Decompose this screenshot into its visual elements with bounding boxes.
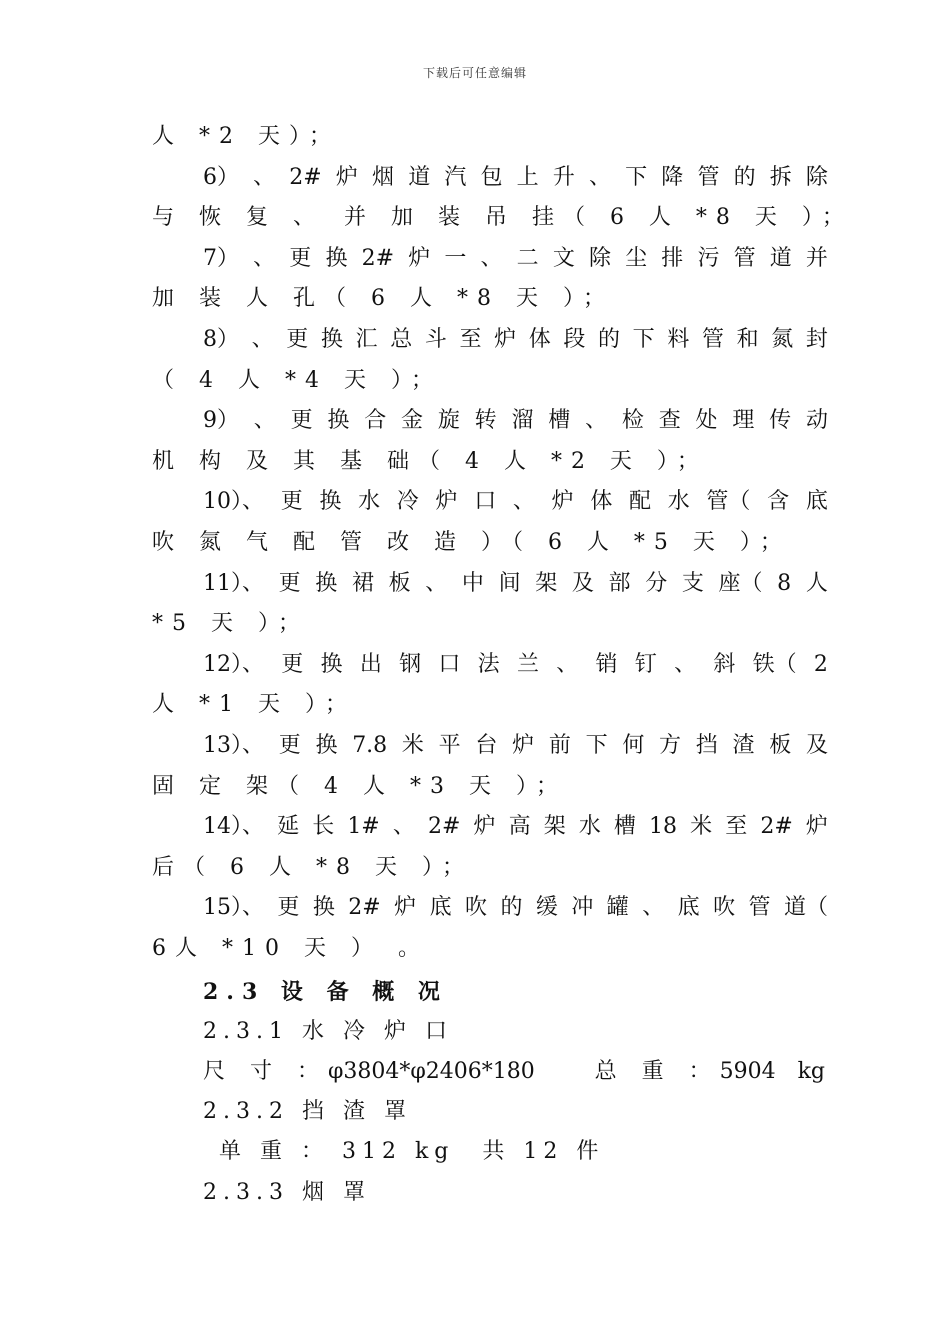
list-item-continuation: 机 构 及 其 基 础（ 4 人 *2 天 ）； xyxy=(152,449,708,474)
text-token: 架 xyxy=(543,814,566,839)
text-token: 更 xyxy=(289,246,312,271)
text-token: 管 xyxy=(748,895,771,920)
text-token: 至 xyxy=(725,814,748,839)
text-token: 、 xyxy=(674,652,697,677)
text-token: 二 xyxy=(516,246,539,271)
text-token: 合 xyxy=(364,408,387,433)
text-token: 换 xyxy=(327,408,350,433)
text-token: 更 xyxy=(278,733,301,758)
list-item-continuation: *5 天 ）； xyxy=(152,611,309,636)
text-token: 槽 xyxy=(548,408,571,433)
text-token: 段 xyxy=(563,327,586,352)
text-token: 13）、 xyxy=(203,733,264,758)
text-token: 平 xyxy=(438,733,461,758)
text-token: 污 xyxy=(697,246,720,271)
subsection-title-smoke-hood: 2.3.3 烟 罩 xyxy=(203,1180,371,1205)
text-token: 6） xyxy=(203,165,239,190)
text-token: 及 xyxy=(571,571,594,596)
text-token: 间 xyxy=(498,571,521,596)
text-token: 料 xyxy=(667,327,690,352)
text-token: 法 xyxy=(477,652,500,677)
text-token: 处 xyxy=(695,408,718,433)
text-token: 、 xyxy=(512,489,535,514)
size-value: φ3804*φ2406*180 xyxy=(328,1059,535,1084)
text-token: 斜 xyxy=(713,652,736,677)
text-token: 底 xyxy=(805,489,828,514)
slag-hood-detail: 单 重 ： 312 kg 共 12 件 xyxy=(219,1139,605,1164)
text-token: 底 xyxy=(677,895,700,920)
text-token: 、 xyxy=(585,408,608,433)
text-token: 12）、 xyxy=(203,652,264,677)
text-token: 管 xyxy=(733,246,756,271)
text-token: 出 xyxy=(359,652,382,677)
text-token: 延 xyxy=(277,814,300,839)
text-token: 8） xyxy=(203,327,239,352)
text-token: 板 xyxy=(769,733,792,758)
text-token: 和 xyxy=(736,327,759,352)
text-token: 2# xyxy=(427,814,461,839)
text-token: 人 xyxy=(805,571,828,596)
text-token: 炉 xyxy=(551,489,574,514)
list-item-first-line xyxy=(203,731,828,761)
weight-label: 总 重 ： xyxy=(594,1059,720,1084)
spec-row xyxy=(203,1057,825,1087)
text-token: 2 xyxy=(813,652,828,677)
text-token: 铁（ xyxy=(752,652,797,677)
subsection-title-slag-hood: 2.3.2 挡 渣 罩 xyxy=(203,1099,412,1124)
text-token: 中 xyxy=(461,571,484,596)
text-token: 管（ xyxy=(706,489,751,514)
text-token: 缓 xyxy=(535,895,558,920)
text-token: 更 xyxy=(278,571,301,596)
text-token: 9） xyxy=(203,408,239,433)
text-token: 口 xyxy=(438,652,461,677)
text-token: 2# xyxy=(760,814,793,839)
text-token: 下 xyxy=(625,165,648,190)
text-token: 2# xyxy=(348,895,381,920)
text-token: 并 xyxy=(805,246,828,271)
text-token: 金 xyxy=(401,408,424,433)
text-token: 下 xyxy=(632,327,655,352)
text-token: 查 xyxy=(658,408,681,433)
text-token: 除 xyxy=(805,165,828,190)
text-token: 的 xyxy=(733,165,756,190)
weight-value: 5904 kg xyxy=(719,1059,825,1084)
text-token: 含 xyxy=(767,489,790,514)
text-token: 下 xyxy=(585,733,608,758)
text-token: 升 xyxy=(552,165,575,190)
text-token: 台 xyxy=(475,733,498,758)
list-item-continuation: 加 装 人 孔（ 6 人 *8 天 ）； xyxy=(152,286,614,311)
text-token: 14）、 xyxy=(203,814,264,839)
section-heading: 2.3 设 备 概 况 xyxy=(203,979,448,1005)
text-token: 7.8 xyxy=(352,733,388,758)
text-token: 架 xyxy=(535,571,558,596)
text-token: 的 xyxy=(500,895,523,920)
text-token: 总 xyxy=(390,327,413,352)
text-token: 降 xyxy=(661,165,684,190)
text-token: 炉 xyxy=(394,895,417,920)
text-token: 及 xyxy=(805,733,828,758)
text-token: 、 xyxy=(253,408,276,433)
subsection-title-water-cooled-mouth: 2.3.1 水 冷 炉 口 xyxy=(203,1019,453,1044)
text-token: 道 xyxy=(769,246,792,271)
text-token: 冲 xyxy=(571,895,594,920)
text-token: 一 xyxy=(444,246,467,271)
text-token: 高 xyxy=(508,814,531,839)
text-token: 旋 xyxy=(437,408,460,433)
text-token: 18 xyxy=(649,814,678,839)
page-header: 下载后可任意编辑 xyxy=(422,66,527,80)
text-token: 、 xyxy=(480,246,503,271)
text-token: 汽 xyxy=(444,165,467,190)
text-token: 换 xyxy=(320,652,343,677)
text-token: 更 xyxy=(277,895,300,920)
text-token: 斗 xyxy=(424,327,447,352)
text-token: 15）、 xyxy=(203,895,264,920)
text-token: 换 xyxy=(320,327,343,352)
text-token: 、 xyxy=(392,814,415,839)
text-token: 氮 xyxy=(771,327,794,352)
text-token: 传 xyxy=(769,408,792,433)
text-token: 板 xyxy=(388,571,411,596)
text-token: 、 xyxy=(425,571,448,596)
text-token: 水 xyxy=(358,489,381,514)
text-token: 炉 xyxy=(805,814,828,839)
list-item-first-line xyxy=(203,812,828,842)
text-token: 包 xyxy=(480,165,503,190)
text-token: 炉 xyxy=(408,246,431,271)
text-token: 冷 xyxy=(396,489,419,514)
text-token: 烟 xyxy=(372,165,395,190)
list-item-first-line xyxy=(203,487,828,517)
text-token: 炉 xyxy=(335,165,358,190)
list-item-first-line xyxy=(203,244,828,274)
text-token: 管 xyxy=(697,165,720,190)
list-item-first-line xyxy=(203,406,828,436)
text-token: 兰 xyxy=(516,652,539,677)
text-token: 除 xyxy=(588,246,611,271)
text-token: 动 xyxy=(805,408,828,433)
text-token: 管 xyxy=(701,327,724,352)
text-token: 换 xyxy=(319,489,342,514)
text-token: 更 xyxy=(281,652,304,677)
text-token: 米 xyxy=(690,814,713,839)
text-token: 水 xyxy=(667,489,690,514)
text-token: 炉 xyxy=(494,327,517,352)
text-token: 米 xyxy=(401,733,424,758)
text-token: 部 xyxy=(608,571,631,596)
list-item-first-line xyxy=(203,893,828,923)
text-token: 1# xyxy=(347,814,380,839)
text-token: 口 xyxy=(474,489,497,514)
list-item-continuation: 吹 氮 气 配 管 改 造 ）（ 6 人 *5 天 ）； xyxy=(152,530,791,555)
list-item-continuation: 人 *2 天）； xyxy=(152,124,340,149)
text-token: 支 xyxy=(681,571,704,596)
text-token: 底 xyxy=(429,895,452,920)
text-token: 换 xyxy=(312,895,335,920)
list-item-continuation: 后（ 6 人 *8 天 ）； xyxy=(152,855,473,880)
text-token: 8 xyxy=(777,571,792,596)
text-token: 尘 xyxy=(625,246,648,271)
text-token: 座（ xyxy=(718,571,763,596)
text-token: 2# xyxy=(289,165,322,190)
text-token: 溜 xyxy=(511,408,534,433)
text-token: 吹 xyxy=(713,895,736,920)
text-token: 文 xyxy=(552,246,575,271)
text-token: 、 xyxy=(588,165,611,190)
text-token: 封 xyxy=(805,327,828,352)
text-token: 更 xyxy=(290,408,313,433)
text-token: 、 xyxy=(253,246,276,271)
text-token: 换 xyxy=(315,733,338,758)
text-token: 7） xyxy=(203,246,239,271)
text-token: 长 xyxy=(312,814,335,839)
text-token: 、 xyxy=(253,165,276,190)
list-item-continuation: 固 定 架（ 4 人 *3 天 ）； xyxy=(152,774,567,799)
text-token: 10）、 xyxy=(203,489,264,514)
text-token: 、 xyxy=(642,895,665,920)
text-token: 分 xyxy=(645,571,668,596)
text-token: 上 xyxy=(516,165,539,190)
list-item-continuation: 6人 *10 天 ） 。 xyxy=(152,936,429,961)
text-token: 道 xyxy=(408,165,431,190)
text-token: 、 xyxy=(251,327,274,352)
text-token: 钢 xyxy=(399,652,422,677)
text-token: 何 xyxy=(622,733,645,758)
text-token: 配 xyxy=(629,489,652,514)
text-token: 钉 xyxy=(634,652,657,677)
text-token: 检 xyxy=(621,408,644,433)
text-token: 裙 xyxy=(351,571,374,596)
text-token: 吹 xyxy=(465,895,488,920)
text-token: 炉 xyxy=(435,489,458,514)
text-token: 更 xyxy=(280,489,303,514)
text-token: 挡 xyxy=(695,733,718,758)
list-item-first-line xyxy=(203,650,828,680)
size-label: 尺 寸 ： xyxy=(203,1059,328,1084)
text-token: 、 xyxy=(556,652,579,677)
text-token: 理 xyxy=(732,408,755,433)
text-token: 2# xyxy=(361,246,395,271)
list-item-continuation: 人 *1 天 ）； xyxy=(152,692,356,717)
text-token: 更 xyxy=(286,327,309,352)
text-token: 排 xyxy=(661,246,684,271)
list-item-first-line xyxy=(203,325,828,355)
text-token: 道（ xyxy=(783,895,828,920)
list-item-continuation: 与 恢 复 、 并 加 装 吊 挂（ 6 人 *8 天 ）； xyxy=(152,205,853,230)
text-token: 转 xyxy=(474,408,497,433)
list-item-continuation: （ 4 人 *4 天 ）； xyxy=(152,368,442,393)
text-token: 销 xyxy=(595,652,618,677)
text-token: 前 xyxy=(548,733,571,758)
list-item-first-line xyxy=(203,569,828,599)
text-token: 槽 xyxy=(613,814,636,839)
text-token: 炉 xyxy=(473,814,496,839)
text-token: 的 xyxy=(598,327,621,352)
text-token: 体 xyxy=(590,489,613,514)
text-token: 拆 xyxy=(769,165,792,190)
text-token: 体 xyxy=(528,327,551,352)
text-token: 至 xyxy=(459,327,482,352)
text-token: 罐 xyxy=(606,895,629,920)
list-item-first-line xyxy=(203,163,828,193)
text-token: 11）、 xyxy=(203,571,264,596)
text-token: 换 xyxy=(325,246,348,271)
text-token: 渣 xyxy=(732,733,755,758)
text-token: 方 xyxy=(659,733,682,758)
text-token: 换 xyxy=(315,571,338,596)
text-token: 汇 xyxy=(355,327,378,352)
text-token: 炉 xyxy=(512,733,535,758)
text-token: 水 xyxy=(578,814,601,839)
